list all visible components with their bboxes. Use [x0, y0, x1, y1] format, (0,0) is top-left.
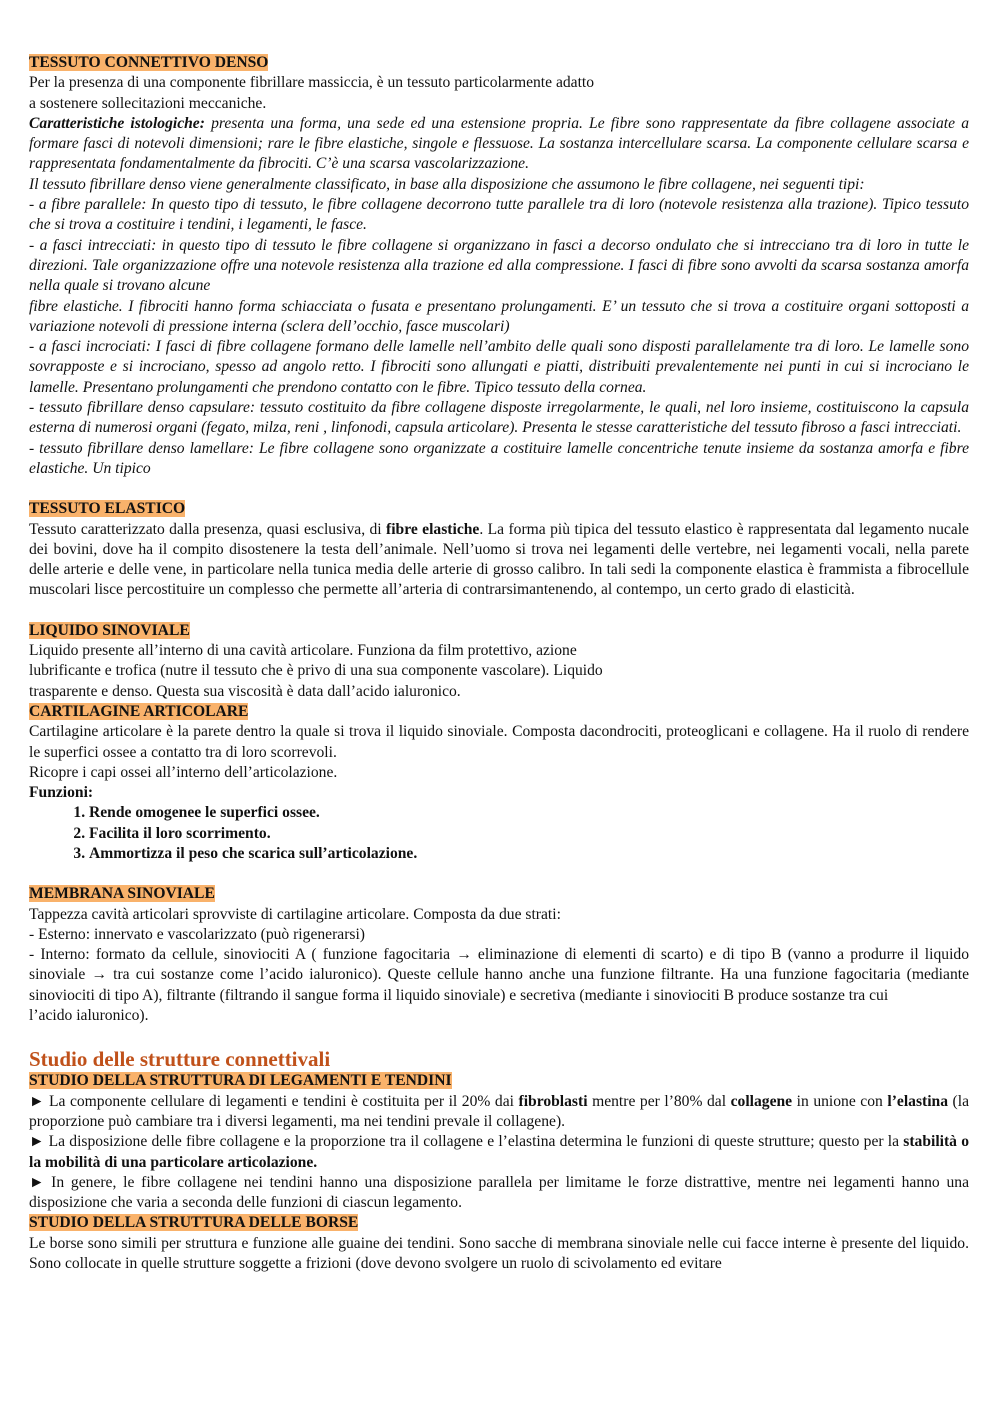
chapter-heading: Studio delle strutture connettivali: [29, 1047, 331, 1072]
bullet-paragraph: ► In genere, le fibre collagene nei tendini hanno una disposizione parallela per limitame le forze distrattive, mentre nei legamenti hanno una disposizione che varia a seconda delle funzioni di ciascun legamento.: [29, 1173, 969, 1212]
paragraph: Liquido presente all’interno di una cavità articolare. Funziona da film protettivo, azione: [29, 642, 577, 660]
paragraph: [29, 297, 969, 338]
paragraph: - Esterno: innervato e vascolarizzato (può rigenerarsi): [29, 925, 365, 943]
section-title-membrana-sinoviale: MEMBRANA SINOVIALE: [29, 885, 215, 903]
text: ► La disposizione delle fibre collagene e la proporzione tra il collagene e l’elastina determina le funzioni di queste strutture; questo per la: [29, 1133, 904, 1151]
document-page: [29, 53, 969, 1274]
text: . La forma più tipica del tessuto elastico è rappresentata dal legamento nucale dei bovini, dove ha il compito disostenere la testa dell’animale. Nell’uomo si trova nei legamenti delle vertebre, nei legamenti vocali, nella parete delle arterie e delle vene, in particolare nella tunica media delle arterie di grosso calibro. In tali sedi la componente elastica è frammista a fibrocellule muscolari lisce percostituire un complesso che permette all’arteria di contrarsimantenendo, al contempo, un certo grado di elasticità.: [29, 520, 969, 599]
bold-term: collagene: [730, 1092, 793, 1110]
paragraph-text: - a fibre parallele: In questo tipo di tessuto, le fibre collagene decorrono tutte parallele tra di loro (notevole resistenza alla trazione). Tipico tessuto che si trova a costituire i tendini, i legamenti, le fasce.: [29, 196, 969, 234]
paragraph: - Interno: formato da cellule, sinoviociti A ( funzione fagocitaria → eliminazione di elementi di scarto) e di tipo B (vanno a produrre il liquido sinoviale → tra cui sostanze come l’acido ialuronico). Queste cellule hanno anche una funzione filtrante. Ha una funzione fagocitaria (mediante sinoviociti di tipo A), filtrante (filtrando il sangue forma il liquido sinoviale) e secretiva (mediante i sinoviociti B produce sostanze tra cui: [29, 946, 969, 1004]
paragraph-text: fibre elastiche. I fibrociti hanno forma schiacciata o fusata e presentano prolungamenti. E’ un tessuto che si trova a costituire organi sottoposti a variazione notevoli di pressione interna (sclera dell’occhio, fasce muscolari): [29, 297, 969, 335]
paragraph-text: - tessuto fibrillare denso lamellare: Le fibre collagene sono organizzate a costituire lamelle concentriche tenute insieme da sostanza amorfa e fibre elastiche. Un tipico: [29, 439, 969, 477]
paragraph: Per la presenza di una componente fibrillare massiccia, è un tessuto particolarmente adatto: [29, 74, 595, 92]
bold-term: fibroblasti: [518, 1092, 588, 1110]
paragraph: [29, 520, 969, 601]
bold-term: stabilità o la mobilità di una particolare articolazione.: [29, 1133, 969, 1171]
paragraph: [29, 175, 969, 195]
text: Tessuto caratterizzato dalla presenza, quasi esclusiva, di: [29, 520, 387, 538]
functions-label: Funzioni:: [29, 784, 94, 802]
section-title-tessuto-connettivo-denso: TESSUTO CONNETTIVO DENSO: [29, 54, 269, 71]
section-title-liquido-sinoviale: LIQUIDO SINOVIALE: [29, 621, 190, 639]
subsection-title-legamenti-tendini: STUDIO DELLA STRUTTURA DI LEGAMENTI E TENDINI: [29, 1072, 452, 1090]
paragraph-text: presenta una forma, una sede ed una estensione propria. Le fibre sono rappresentate da fibre collagene associate a formare fasci di notevoli dimensioni; rare le fibre elastiche, singole e flessuose. La sostanza intercellulare scarsa. La componente cellulare scarsa e rappresentata fondamentalmente da fibrociti. C’è una scarsa vascolarizzazione.: [29, 114, 969, 173]
bold-label: Caratteristiche istologiche:: [29, 114, 205, 132]
paragraph-text: - a fasci incrociati: I fasci di fibre collagene formano delle lamelle nell’ambito delle quali sono disposti parallelamente tra di loro. Le lamelle sono sovrapposte e si incrociano, spesso ad angolo retto. I fibrociti sono allungati e piatti, distribuiti prevalentemente nei punti in cui si incrociano le lamelle. Presentano prolungamenti che prendono contatto con le fibre. Tipico tessuto della cornea.: [29, 338, 969, 396]
paragraph-text: - a fasci intrecciati: in questo tipo di tessuto le fibre collagene si organizzano in fasci a decorso ondulato che si intrecciano tra di loro in tutte le direzioni. Tale organizzazione offre una notevole resistenza alla trazione ed alla compressione. I fasci di fibre sono avvolti da scarsa sostanza amorfa nella quale si trovano alcune: [29, 236, 969, 295]
subsection-title-borse: STUDIO DELLA STRUTTURA DELLE BORSE: [29, 1214, 359, 1232]
bold-term: l’elastina: [887, 1092, 949, 1110]
text: in unione con: [792, 1092, 888, 1110]
paragraph: Tappezza cavità articolari sprovviste di cartilagine articolare. Composta da due strati:: [29, 905, 561, 923]
paragraph-text: Il tessuto fibrillare denso viene generalmente classificato, in base alla disposizione che assumono le fibre collagene, nei seguenti tipi:: [29, 175, 865, 193]
text: (la proporzione può cambiare tra i diversi legamenti, ma nei tendini prevale il collagene).: [29, 1092, 970, 1130]
paragraph: [29, 439, 969, 480]
functions-list: [29, 803, 969, 864]
list-item: 1. Rende omogenee le superfici ossee.: [89, 803, 969, 823]
paragraph: a sostenere sollecitazioni meccaniche.: [29, 94, 267, 112]
bullet-paragraph: [29, 1132, 969, 1173]
paragraph: [29, 398, 969, 439]
paragraph: [29, 195, 969, 236]
paragraph-characteristics: [29, 114, 969, 175]
paragraph: lubrificante e trofica (nutre il tessuto che è privo di una sua componente vascolare). Liquido: [29, 662, 603, 680]
paragraph-text: - tessuto fibrillare denso capsulare: tessuto costituito da fibre collagene disposte irregolarmente, le quali, nel loro insieme, costituiscono la capsula esterna di numerosi organi (fegato, milza, reni , linfonodi, capsula articolare). Presenta le stesse caratteristiche del tessuto fibroso a fasci intrecciati.: [29, 399, 969, 437]
paragraph: l’acido ialuronico).: [29, 1007, 149, 1025]
section-title-tessuto-elastico: TESSUTO ELASTICO: [29, 500, 186, 518]
paragraph: trasparente e denso. Questa sua viscosità è data dall’acido ialuronico.: [29, 682, 461, 700]
paragraph: [29, 337, 969, 398]
paragraph: Ricopre i capi ossei all’interno dell’articolazione.: [29, 763, 338, 781]
text: ► La componente cellulare di legamenti e tendini è costituita per il 20% dai: [29, 1092, 519, 1110]
section-title-cartilagine-articolare: CARTILAGINE ARTICOLARE: [29, 702, 249, 720]
bold-term: fibre elastiche: [386, 520, 480, 538]
paragraph: Le borse sono simili per struttura e funzione alle guaine dei tendini. Sono sacche di membrana sinoviale nelle cui facce interne è presente del liquido. Sono collocate in quelle strutture soggette a frizioni (dove devono svolgere un ruolo di scivolamento ed evitare: [29, 1234, 969, 1273]
list-item: 3. Ammortizza il peso che scarica sull’articolazione.: [89, 844, 969, 864]
list-item: 2. Facilita il loro scorrimento.: [89, 824, 969, 844]
paragraph: [29, 236, 969, 297]
bullet-paragraph: [29, 1092, 969, 1133]
paragraph: Cartilagine articolare è la parete dentro la quale si trova il liquido sinoviale. Composta dacondrociti, proteoglicani e collagene. Ha il ruolo di rendere le superfici ossee a contatto tra di loro scorrevoli.: [29, 723, 969, 761]
text: mentre per l’80% dal: [587, 1092, 731, 1110]
